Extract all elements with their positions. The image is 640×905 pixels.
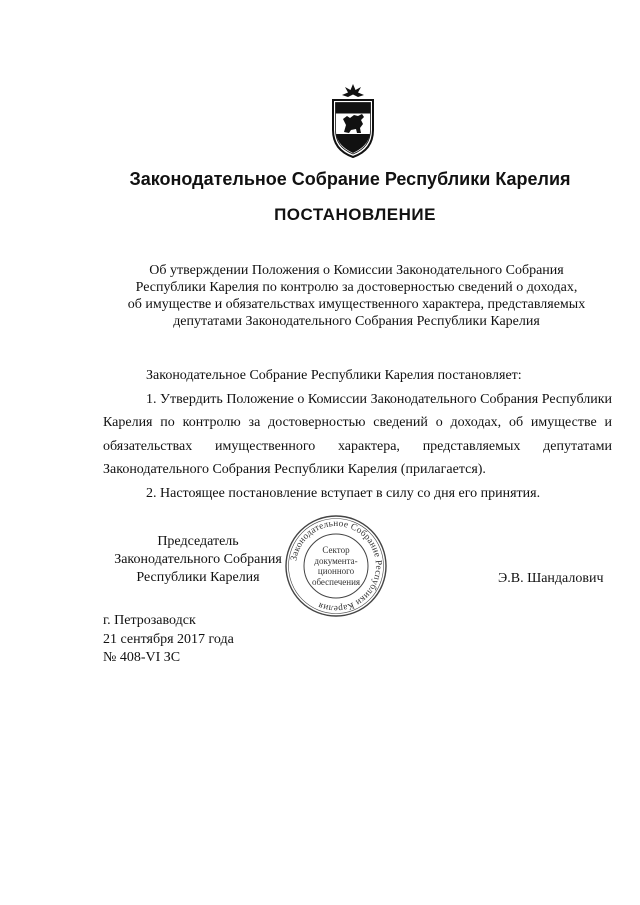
- resolution-intro: Законодательное Собрание Республики Карелия постановляет:: [146, 368, 522, 383]
- signatory-name: Э.В. Шандалович: [498, 571, 604, 586]
- document-number: № 408-VI ЗС: [103, 650, 181, 665]
- stamp-center-text: Сектор документа- ционного обеспечения: [311, 545, 361, 587]
- resolution-item-1: 1. Утвердить Положение о Комиссии Законодательного Собрания Республики Карелия по контролю за достоверностью сведений о доходах, об имуществе и обязательствах имущественного характера, представляемых депутатами Законодательного Собрания Республики Карелия (прилагается).: [103, 391, 612, 477]
- karelia-coat-of-arms-icon: [327, 84, 379, 158]
- stamp-ring-text: Законодательное Собрание Республики Карелия: [289, 518, 384, 614]
- city: г. Петрозаводск: [103, 613, 196, 628]
- document-subject: [100, 262, 613, 330]
- subject-line: депутатами Законодательного Собрания Республики Карелия: [173, 314, 540, 329]
- position-line: Председатель: [157, 534, 239, 549]
- document-date: 21 сентября 2017 года: [103, 631, 234, 647]
- signatory-position: [103, 533, 293, 587]
- position-line: Законодательного Собрания: [114, 552, 282, 567]
- subject-line: Об утверждении Положения о Комиссии Законодательного Собрания: [149, 263, 564, 278]
- document-type-title: ПОСТАНОВЛЕНИЕ: [274, 205, 436, 224]
- document-footer: [103, 612, 234, 668]
- document-body: [103, 364, 612, 505]
- organization-name: Законодательное Собрание Республики Карелия: [129, 169, 571, 189]
- subject-line: об имуществе и обязательствах имущественного характера, представляемых: [127, 297, 586, 312]
- position-line: Республики Карелия: [136, 570, 260, 585]
- subject-line: Республики Карелия по контролю за достоверностью сведений о доходах,: [135, 280, 578, 295]
- resolution-item-2: 2. Настоящее постановление вступает в силу со дня его принятия.: [146, 485, 541, 501]
